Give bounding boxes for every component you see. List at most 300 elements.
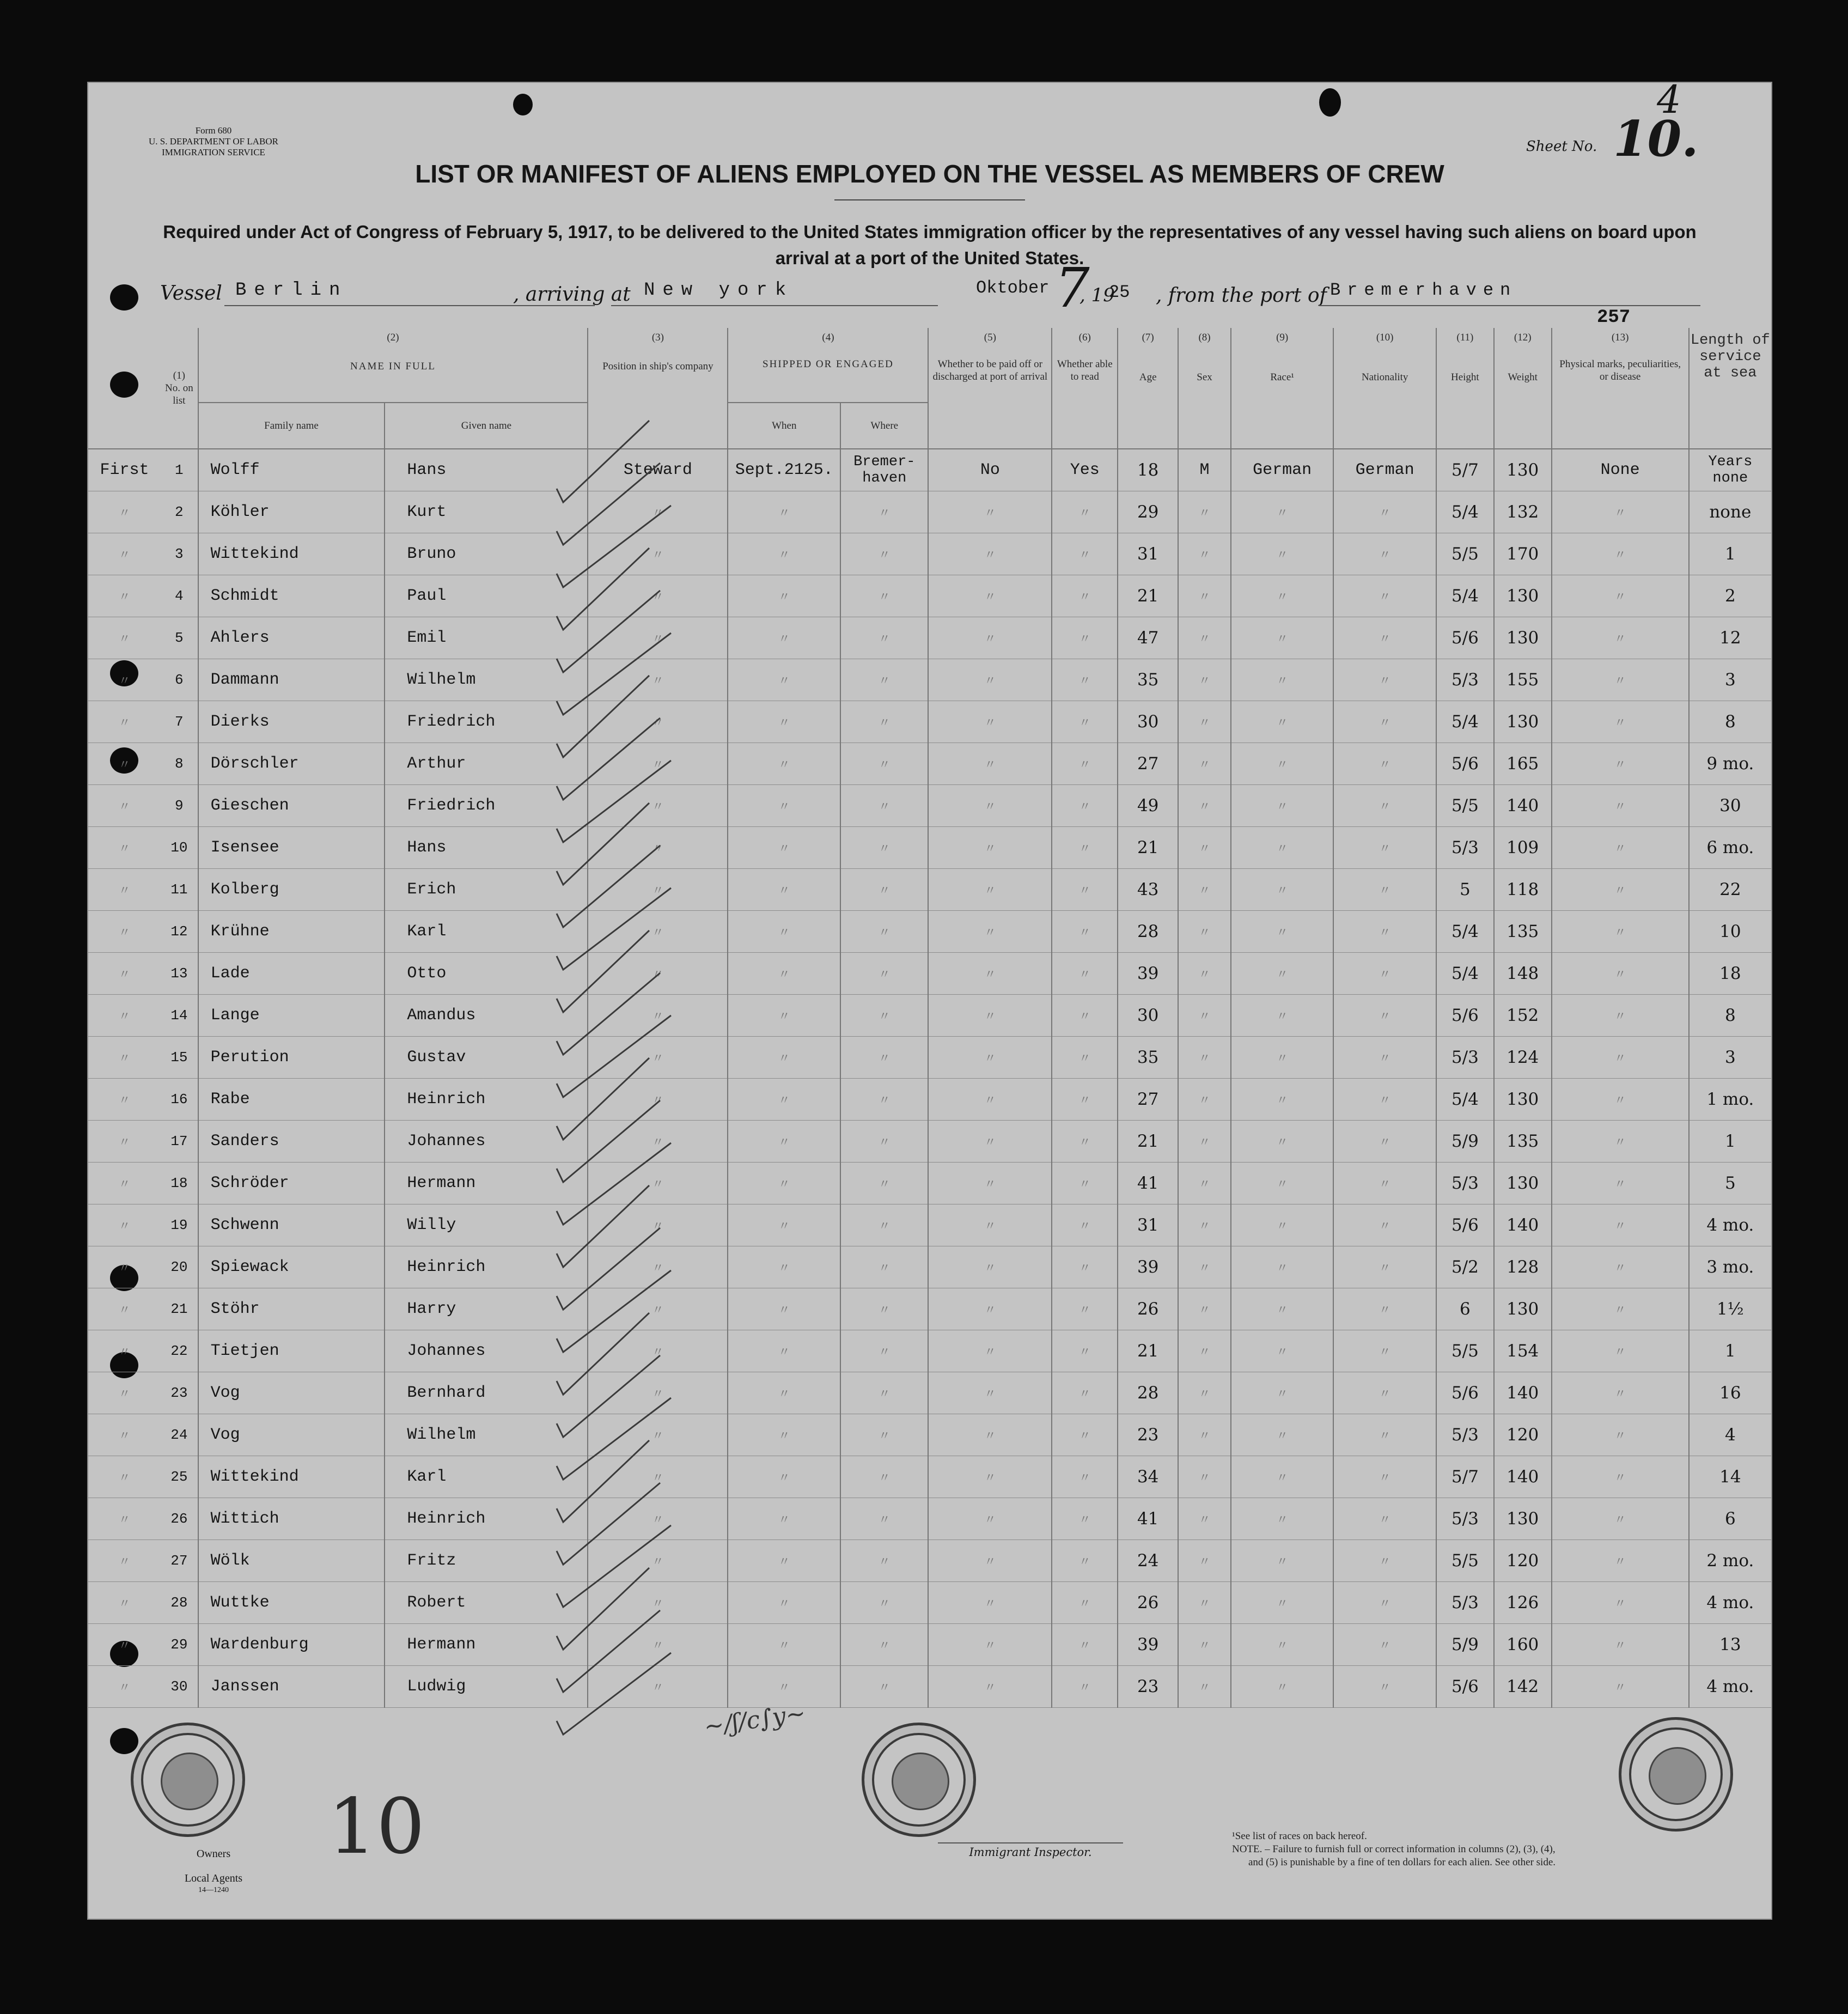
crew-manifest-table (88, 328, 1771, 1708)
race: 〃 (1231, 1288, 1334, 1330)
position: 〃 (588, 827, 728, 869)
check-mark-stroke (557, 803, 649, 885)
position: 〃 (588, 1456, 728, 1498)
position: 〃 (588, 1288, 728, 1330)
row-number: 4 (161, 575, 198, 617)
sex: 〃 (1178, 1204, 1231, 1246)
weight: 140 (1494, 1456, 1552, 1498)
shipped-where: 〃 (840, 533, 928, 575)
height: 5/9 (1436, 1624, 1494, 1666)
family-name: Kolberg (198, 869, 385, 911)
sex: 〃 (1178, 911, 1231, 953)
row-number: 20 (161, 1246, 198, 1288)
given-name: Wilhelm (385, 1414, 588, 1456)
height: 5/5 (1436, 1330, 1494, 1372)
position: 〃 (588, 659, 728, 701)
vessel-name: Berlin (235, 280, 348, 301)
nationality: 〃 (1333, 1498, 1436, 1540)
crew-class: 〃 (88, 995, 161, 1037)
crew-class: 〃 (88, 491, 161, 533)
manifest-sheet (87, 77, 1772, 1920)
position: 〃 (588, 533, 728, 575)
age: 39 (1118, 1624, 1178, 1666)
col-service-header: Length of service at sea (1689, 328, 1771, 449)
row-number: 15 (161, 1037, 198, 1079)
given-name: Wilhelm (385, 659, 588, 701)
able-to-read: 〃 (1052, 1372, 1118, 1414)
shipped-where: 〃 (840, 1666, 928, 1708)
position: 〃 (588, 1540, 728, 1582)
height: 5/6 (1436, 1204, 1494, 1246)
service-length: 4 mo. (1689, 1666, 1771, 1708)
col-where-header: Where (840, 403, 928, 449)
row-number: 7 (161, 701, 198, 743)
age: 29 (1118, 491, 1178, 533)
table-row (88, 491, 1771, 533)
able-to-read: 〃 (1052, 575, 1118, 617)
crew-class: 〃 (88, 1624, 161, 1666)
weight: 160 (1494, 1624, 1552, 1666)
position: 〃 (588, 785, 728, 827)
age: 21 (1118, 575, 1178, 617)
shipped-when: 〃 (728, 785, 840, 827)
nationality: 〃 (1333, 995, 1436, 1037)
shipped-where: 〃 (840, 1121, 928, 1163)
family-name: Sanders (198, 1121, 385, 1163)
height: 5/4 (1436, 701, 1494, 743)
shipped-where: 〃 (840, 869, 928, 911)
weight: 120 (1494, 1414, 1552, 1456)
position: 〃 (588, 1121, 728, 1163)
able-to-read: 〃 (1052, 1666, 1118, 1708)
shipped-when: 〃 (728, 533, 840, 575)
paid-off: 〃 (928, 617, 1052, 659)
height: 5/5 (1436, 785, 1494, 827)
sex: 〃 (1178, 869, 1231, 911)
service-length: 8 (1689, 701, 1771, 743)
able-to-read: 〃 (1052, 995, 1118, 1037)
inspector-signature-scrawl: ~/ʃ/c∫y~ (702, 1699, 808, 1741)
sex: 〃 (1178, 785, 1231, 827)
crew-class: 〃 (88, 1582, 161, 1624)
row-number: 13 (161, 953, 198, 995)
footnote-races: ¹See list of races on back hereof. (1232, 1830, 1367, 1842)
race: 〃 (1231, 617, 1334, 659)
crew-class: 〃 (88, 1666, 161, 1708)
shipped-where: 〃 (840, 953, 928, 995)
nationality: 〃 (1333, 1414, 1436, 1456)
sex: 〃 (1178, 1037, 1231, 1079)
family-name: Schmidt (198, 575, 385, 617)
age: 21 (1118, 1330, 1178, 1372)
paid-off: 〃 (928, 1204, 1052, 1246)
table-row (88, 533, 1771, 575)
consulate-stamp (1619, 1717, 1733, 1832)
footnote-penalty: NOTE. – Failure to furnish full or correct information in columns (2), (3), (4), (1232, 1843, 1556, 1855)
sex: 〃 (1178, 1582, 1231, 1624)
table-row (88, 1330, 1771, 1372)
crew-class: 〃 (88, 1288, 161, 1330)
family-name: Janssen (198, 1666, 385, 1708)
physical-marks: 〃 (1552, 1456, 1689, 1498)
footnote-block (1232, 1830, 1556, 1869)
table-row (88, 995, 1771, 1037)
paid-off: 〃 (928, 743, 1052, 785)
height: 5/6 (1436, 1666, 1494, 1708)
paid-off: No (928, 449, 1052, 491)
sex: 〃 (1178, 1624, 1231, 1666)
sex: 〃 (1178, 827, 1231, 869)
family-name: Wittich (198, 1498, 385, 1540)
sex: 〃 (1178, 1288, 1231, 1330)
able-to-read: 〃 (1052, 1246, 1118, 1288)
shipped-where: 〃 (840, 995, 928, 1037)
family-name: Schwenn (198, 1204, 385, 1246)
family-name: Wittekind (198, 533, 385, 575)
shipped-when: Sept.2125. (728, 449, 840, 491)
row-number: 22 (161, 1330, 198, 1372)
nationality: 〃 (1333, 1330, 1436, 1372)
service-length: 1 (1689, 1121, 1771, 1163)
col-nationality-header: (10) Nationality (1333, 328, 1436, 449)
row-number: 17 (161, 1121, 198, 1163)
paid-off: 〃 (928, 1414, 1052, 1456)
paid-off: 〃 (928, 491, 1052, 533)
sex: 〃 (1178, 659, 1231, 701)
crew-class: 〃 (88, 1330, 161, 1372)
from-label: , from the port of (1156, 284, 1327, 307)
age: 39 (1118, 953, 1178, 995)
height: 5/9 (1436, 1121, 1494, 1163)
consulate-stamp (131, 1723, 245, 1837)
shipped-when: 〃 (728, 1163, 840, 1204)
given-name: Emil (385, 617, 588, 659)
table-row (88, 1246, 1771, 1288)
crew-class: 〃 (88, 701, 161, 743)
race: 〃 (1231, 785, 1334, 827)
shipped-when: 〃 (728, 1037, 840, 1079)
family-name: Krühne (198, 911, 385, 953)
service-length: 6 (1689, 1498, 1771, 1540)
punch-hole (1319, 88, 1341, 117)
service-length: 13 (1689, 1624, 1771, 1666)
paid-off: 〃 (928, 1582, 1052, 1624)
nationality: 〃 (1333, 869, 1436, 911)
age: 24 (1118, 1540, 1178, 1582)
able-to-read: 〃 (1052, 1624, 1118, 1666)
service-length: 1½ (1689, 1288, 1771, 1330)
table-header-row (88, 328, 1771, 403)
shipped-where: 〃 (840, 1288, 928, 1330)
corner-mark: 4 (1657, 77, 1681, 122)
crew-class: 〃 (88, 575, 161, 617)
weight: 155 (1494, 659, 1552, 701)
age: 23 (1118, 1666, 1178, 1708)
row-number: 6 (161, 659, 198, 701)
crew-class: 〃 (88, 1163, 161, 1204)
family-name: Spiewack (198, 1246, 385, 1288)
check-mark-stroke (557, 548, 649, 630)
position: 〃 (588, 1037, 728, 1079)
table-row (88, 1540, 1771, 1582)
crew-class: 〃 (88, 743, 161, 785)
physical-marks: 〃 (1552, 1163, 1689, 1204)
row-number: 16 (161, 1079, 198, 1121)
sex: 〃 (1178, 1414, 1231, 1456)
physical-marks: 〃 (1552, 701, 1689, 743)
weight: 142 (1494, 1666, 1552, 1708)
physical-marks: 〃 (1552, 1288, 1689, 1330)
shipped-when: 〃 (728, 1624, 840, 1666)
paid-off: 〃 (928, 659, 1052, 701)
service-length: 9 mo. (1689, 743, 1771, 785)
table-row (88, 911, 1771, 953)
physical-marks: 〃 (1552, 743, 1689, 785)
crew-class: 〃 (88, 1414, 161, 1456)
paid-off: 〃 (928, 1498, 1052, 1540)
crew-class: 〃 (88, 1372, 161, 1414)
family-name: Stöhr (198, 1288, 385, 1330)
race: 〃 (1231, 659, 1334, 701)
service-length: 8 (1689, 995, 1771, 1037)
crew-class: 〃 (88, 911, 161, 953)
shipped-where: 〃 (840, 1582, 928, 1624)
sex: 〃 (1178, 1246, 1231, 1288)
check-mark-stroke (557, 1100, 660, 1182)
check-mark-stroke (557, 888, 671, 970)
crew-class: 〃 (88, 1498, 161, 1540)
given-name: Heinrich (385, 1498, 588, 1540)
row-number: 1 (161, 449, 198, 491)
shipped-when: 〃 (728, 1414, 840, 1456)
able-to-read: 〃 (1052, 1163, 1118, 1204)
row-number: 11 (161, 869, 198, 911)
paid-off: 〃 (928, 995, 1052, 1037)
table-row (88, 1624, 1771, 1666)
height: 5/3 (1436, 1414, 1494, 1456)
position: 〃 (588, 1079, 728, 1121)
sex: 〃 (1178, 1121, 1231, 1163)
arriving-label: , arriving at (513, 283, 631, 306)
nationality: 〃 (1333, 1540, 1436, 1582)
given-name: Hermann (385, 1163, 588, 1204)
physical-marks: 〃 (1552, 911, 1689, 953)
position: 〃 (588, 869, 728, 911)
row-number: 10 (161, 827, 198, 869)
nationality: 〃 (1333, 701, 1436, 743)
row-number: 27 (161, 1540, 198, 1582)
physical-marks: 〃 (1552, 827, 1689, 869)
height: 5/5 (1436, 1540, 1494, 1582)
col-no-header: (1) No. on list (161, 328, 198, 449)
nationality: 〃 (1333, 911, 1436, 953)
weight: 126 (1494, 1582, 1552, 1624)
weight: 140 (1494, 1372, 1552, 1414)
row-number: 25 (161, 1456, 198, 1498)
shipped-when: 〃 (728, 1079, 840, 1121)
check-mark-stroke (557, 1270, 671, 1352)
arrival-year: 25 (1109, 282, 1130, 302)
shipped-when: 〃 (728, 575, 840, 617)
physical-marks: 〃 (1552, 869, 1689, 911)
weight: 124 (1494, 1037, 1552, 1079)
table-row (88, 1204, 1771, 1246)
sheet-number-label: Sheet No. (1526, 138, 1597, 155)
family-name: Isensee (198, 827, 385, 869)
service-length: Years none (1689, 449, 1771, 491)
race: 〃 (1231, 1330, 1334, 1372)
able-to-read: 〃 (1052, 743, 1118, 785)
sex: 〃 (1178, 743, 1231, 785)
paid-off: 〃 (928, 869, 1052, 911)
family-name: Köhler (198, 491, 385, 533)
physical-marks: 〃 (1552, 1666, 1689, 1708)
race: 〃 (1231, 1163, 1334, 1204)
position: 〃 (588, 617, 728, 659)
shipped-where: Bremer-haven (840, 449, 928, 491)
check-mark-stroke (557, 1185, 649, 1267)
check-mark-stroke (557, 930, 649, 1012)
paid-off: 〃 (928, 701, 1052, 743)
paid-off: 〃 (928, 575, 1052, 617)
shipped-where: 〃 (840, 1456, 928, 1498)
able-to-read: 〃 (1052, 1037, 1118, 1079)
shipped-when: 〃 (728, 1330, 840, 1372)
col-family-header: Family name (198, 403, 385, 449)
check-mark-stroke (557, 1398, 671, 1480)
height: 5/4 (1436, 911, 1494, 953)
col-height-header: (11) Height (1436, 328, 1494, 449)
stamp-number: 257 (1597, 307, 1631, 328)
age: 49 (1118, 785, 1178, 827)
nationality: 〃 (1333, 953, 1436, 995)
paid-off: 〃 (928, 1246, 1052, 1288)
height: 5/2 (1436, 1246, 1494, 1288)
age: 41 (1118, 1163, 1178, 1204)
able-to-read: 〃 (1052, 827, 1118, 869)
position: 〃 (588, 743, 728, 785)
given-name: Fritz (385, 1540, 588, 1582)
check-mark-stroke (557, 1228, 660, 1310)
family-name: Wardenburg (198, 1624, 385, 1666)
check-mark-stroke (557, 1015, 671, 1097)
check-mark-stroke (557, 760, 671, 842)
position: 〃 (588, 1666, 728, 1708)
col-age-header: (7) Age (1118, 328, 1178, 449)
page-title: LIST OR MANIFEST OF ALIENS EMPLOYED ON THE VESSEL AS MEMBERS OF CREW (415, 160, 1444, 188)
shipped-where: 〃 (840, 1246, 928, 1288)
age: 21 (1118, 1121, 1178, 1163)
age: 18 (1118, 449, 1178, 491)
shipped-when: 〃 (728, 995, 840, 1037)
paid-off: 〃 (928, 827, 1052, 869)
weight: 152 (1494, 995, 1552, 1037)
table-row (88, 575, 1771, 617)
shipped-where: 〃 (840, 1498, 928, 1540)
age: 31 (1118, 1204, 1178, 1246)
physical-marks: 〃 (1552, 995, 1689, 1037)
position: 〃 (588, 1330, 728, 1372)
crew-class: 〃 (88, 1037, 161, 1079)
family-name: Lade (198, 953, 385, 995)
able-to-read: 〃 (1052, 1288, 1118, 1330)
height: 5/7 (1436, 1456, 1494, 1498)
physical-marks: 〃 (1552, 1204, 1689, 1246)
race: 〃 (1231, 1414, 1334, 1456)
service-length: 16 (1689, 1372, 1771, 1414)
nationality: 〃 (1333, 1037, 1436, 1079)
race: 〃 (1231, 1624, 1334, 1666)
given-name: Ludwig (385, 1666, 588, 1708)
shipped-when: 〃 (728, 1121, 840, 1163)
paid-off: 〃 (928, 1456, 1052, 1498)
weight: 130 (1494, 617, 1552, 659)
physical-marks: 〃 (1552, 491, 1689, 533)
physical-marks: 〃 (1552, 659, 1689, 701)
nationality: 〃 (1333, 1288, 1436, 1330)
height: 5/5 (1436, 533, 1494, 575)
physical-marks: 〃 (1552, 953, 1689, 995)
service-length: 30 (1689, 785, 1771, 827)
given-name: Bruno (385, 533, 588, 575)
able-to-read: 〃 (1052, 1204, 1118, 1246)
family-name: Lange (198, 995, 385, 1037)
age: 21 (1118, 827, 1178, 869)
paid-off: 〃 (928, 1079, 1052, 1121)
able-to-read: 〃 (1052, 659, 1118, 701)
service-length: 3 (1689, 659, 1771, 701)
table-row (88, 1414, 1771, 1456)
check-mark-stroke (557, 1058, 649, 1140)
row-number: 5 (161, 617, 198, 659)
sex: 〃 (1178, 491, 1231, 533)
table-row (88, 1121, 1771, 1163)
shipped-where: 〃 (840, 1330, 928, 1372)
age: 47 (1118, 617, 1178, 659)
row-number: 30 (161, 1666, 198, 1708)
form-department: U. S. DEPARTMENT OF LABOR (149, 136, 278, 147)
service-length: 3 mo. (1689, 1246, 1771, 1288)
sex: 〃 (1178, 1163, 1231, 1204)
age: 39 (1118, 1246, 1178, 1288)
handwritten-page-mark: 10 (328, 1782, 425, 1871)
position: Steward (588, 449, 728, 491)
race: 〃 (1231, 911, 1334, 953)
given-name: Willy (385, 1204, 588, 1246)
age: 27 (1118, 1079, 1178, 1121)
table-row (88, 827, 1771, 869)
age: 27 (1118, 743, 1178, 785)
age: 28 (1118, 1372, 1178, 1414)
nationality: 〃 (1333, 1163, 1436, 1204)
position: 〃 (588, 1246, 728, 1288)
able-to-read: 〃 (1052, 1540, 1118, 1582)
title-rule (834, 199, 1025, 200)
owners-label: Owners (196, 1848, 231, 1860)
table-row (88, 1372, 1771, 1414)
form-id-block (143, 125, 284, 158)
row-number: 14 (161, 995, 198, 1037)
nationality: 〃 (1333, 491, 1436, 533)
arrival-year-prefix: , 19 (1079, 284, 1115, 306)
crew-class: 〃 (88, 1246, 161, 1288)
physical-marks: None (1552, 449, 1689, 491)
crew-class: 〃 (88, 785, 161, 827)
given-name: Karl (385, 911, 588, 953)
row-number: 3 (161, 533, 198, 575)
sex: 〃 (1178, 1330, 1231, 1372)
physical-marks: 〃 (1552, 1624, 1689, 1666)
